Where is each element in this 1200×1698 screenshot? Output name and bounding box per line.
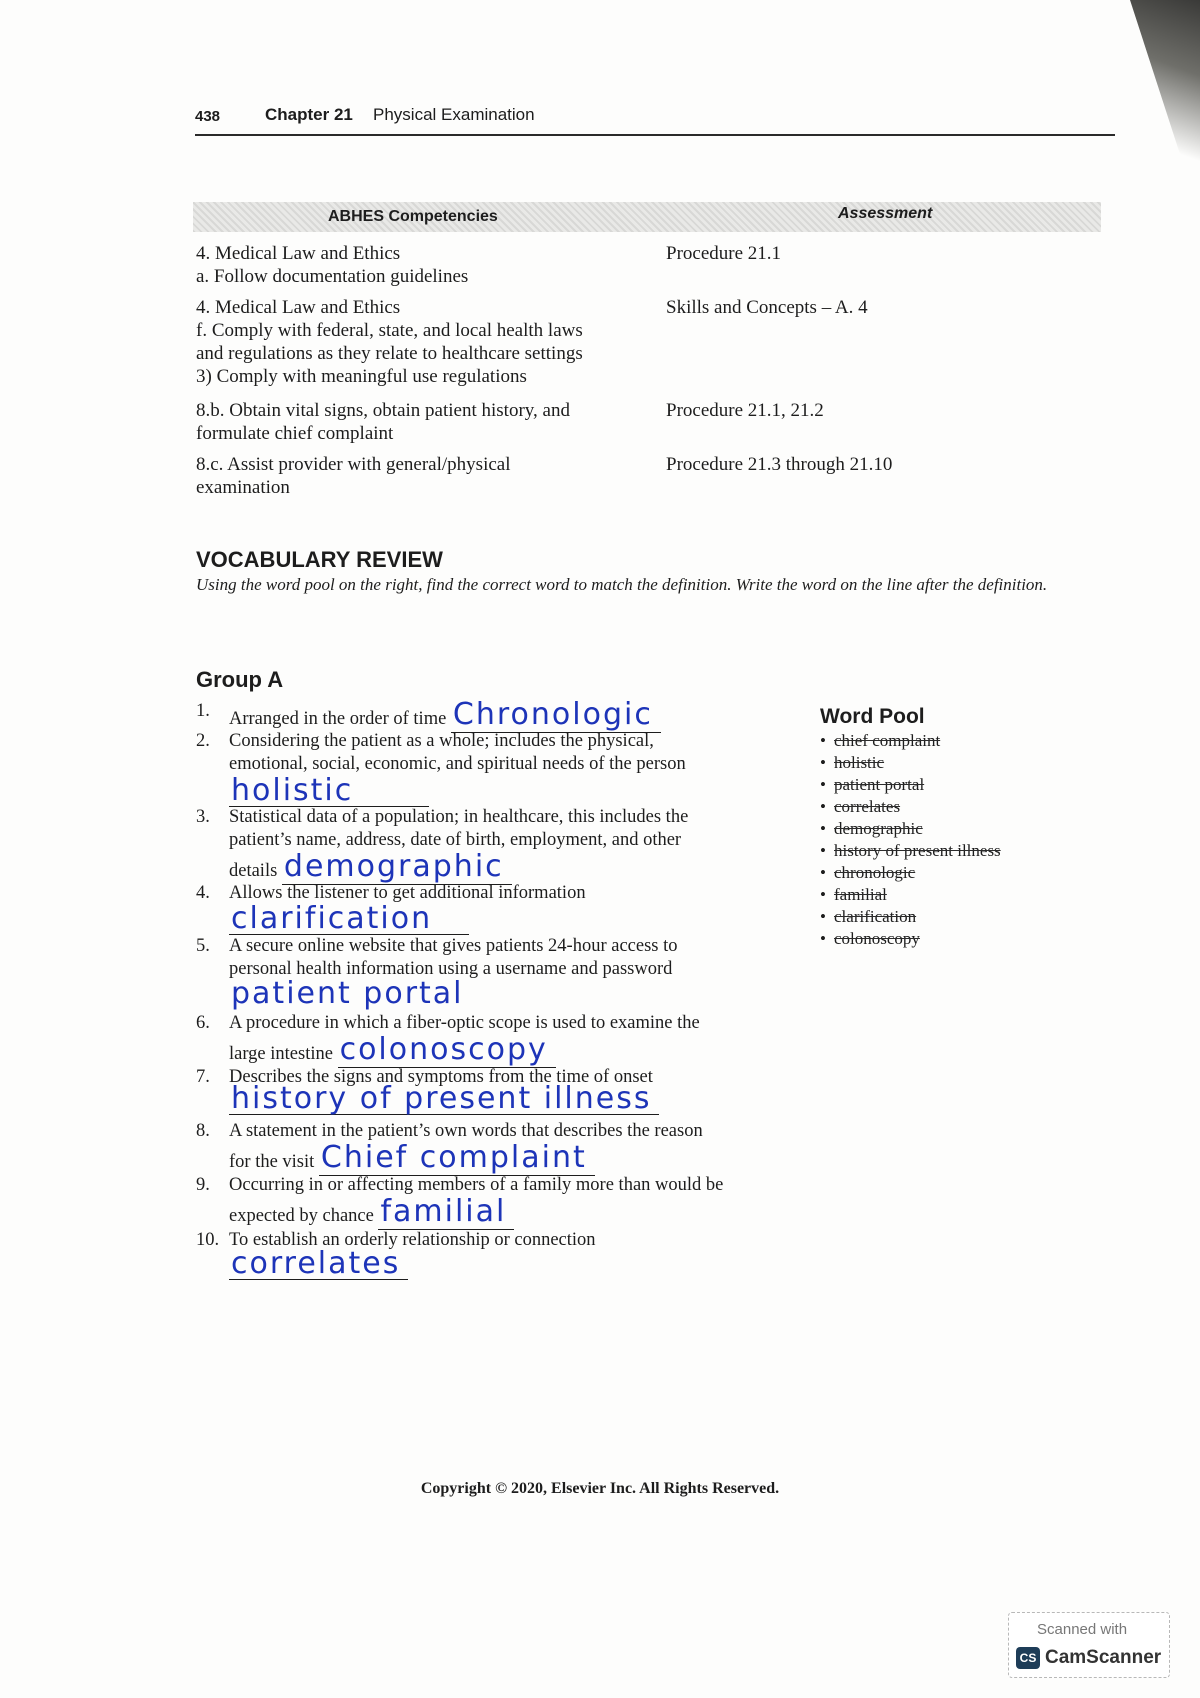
vocabulary-title: VOCABULARY REVIEW [196, 547, 443, 572]
item-definition: To establish an orderly relationship or connection [229, 1230, 596, 1250]
word-pool-item [820, 862, 1001, 884]
handwritten-answer: clarification [229, 904, 469, 935]
definition-line: Arranged in the order of time [229, 709, 447, 729]
definition-line-end: for the visit [229, 1152, 315, 1172]
handwritten-answer: demographic [282, 849, 512, 885]
page-number: 438 [195, 108, 221, 125]
definition-line: patient’s name, address, date of birth, employment, and other [229, 830, 682, 850]
competency-line: 4. Medical Law and Ethics [196, 297, 401, 318]
competency-cell [196, 453, 626, 499]
handwritten-answer: holistic [229, 776, 429, 807]
definition-line: A secure online website that gives patients 24-hour access to [229, 936, 678, 956]
competency-cell [196, 399, 626, 445]
competencies-column-header: ABHES Competencies [328, 208, 498, 225]
definition-line-end: expected by chance [229, 1206, 374, 1226]
item-number: 3. [196, 807, 210, 827]
item-definition: Describes the signs and symptoms from the time of onset [229, 1067, 653, 1087]
word-pool-item [820, 774, 1001, 796]
definition-line: A statement in the patient’s own words that describes the reason [229, 1121, 703, 1141]
bullet-icon: • [820, 819, 826, 838]
definition-line [229, 1140, 789, 1175]
item-number: 1. [196, 701, 210, 721]
vocabulary-instructions: Using the word pool on the right, find the correct word to match the definition. Write the word on the line after the definition. [196, 575, 1048, 594]
item-definition [229, 697, 789, 732]
assessment-cell: Procedure 21.1, 21.2 [666, 400, 824, 421]
competency-cell [196, 242, 626, 288]
bullet-icon: • [820, 885, 826, 904]
word-pool-word: correlates [834, 797, 901, 816]
handwritten-answer: history of present illness [229, 1084, 659, 1115]
bullet-icon: • [820, 929, 826, 948]
item-definition [229, 806, 789, 883]
competency-line: 4. Medical Law and Ethics [196, 243, 401, 264]
definition-line-end: large intestine [229, 1044, 333, 1064]
page-header [195, 104, 1115, 136]
definition-line: Considering the patient as a whole; includes the physical, [229, 731, 654, 751]
word-pool-word: familial [834, 885, 887, 904]
competency-cell [196, 296, 626, 388]
item-number: 2. [196, 731, 210, 751]
definition-line: personal health information using a username and password [229, 959, 673, 979]
bullet-icon: • [820, 775, 826, 794]
competency-line: formulate chief complaint [196, 423, 394, 444]
word-pool-item [820, 884, 1001, 906]
competency-line: examination [196, 477, 290, 498]
definition-line [229, 1032, 789, 1067]
word-pool-item [820, 818, 1001, 840]
handwritten-answer: colonoscopy [338, 1032, 556, 1068]
chapter-title: Physical Examination [373, 105, 535, 124]
word-pool-item [820, 730, 1001, 752]
handwritten-answer: Chronologic [451, 697, 661, 733]
word-pool-item [820, 928, 1001, 950]
item-number: 9. [196, 1175, 210, 1195]
word-pool-word: clarification [834, 907, 917, 926]
definition-line-end: details [229, 861, 278, 881]
competency-line: 3) Comply with meaningful use regulations [196, 366, 527, 387]
copyright-notice: Copyright © 2020, Elsevier Inc. All Rights Reserved. [420, 1480, 780, 1497]
item-number: 8. [196, 1121, 210, 1141]
assessment-cell: Skills and Concepts – A. 4 [666, 297, 868, 318]
definition-line: Statistical data of a population; in healthcare, this includes the [229, 807, 689, 827]
competency-line: f. Comply with federal, state, and local health laws [196, 320, 583, 341]
word-pool-item [820, 840, 1001, 862]
item-definition [229, 730, 789, 776]
word-pool-word: chief complaint [834, 731, 941, 750]
item-number: 4. [196, 883, 210, 903]
word-pool-list [820, 730, 1001, 950]
group-title: Group A [196, 667, 284, 692]
page-corner-shadow [1130, 0, 1200, 190]
item-number: 6. [196, 1013, 210, 1033]
competency-line: 8.b. Obtain vital signs, obtain patient history, and [196, 400, 570, 421]
camscanner-watermark [1008, 1612, 1170, 1678]
competency-line: a. Follow documentation guidelines [196, 266, 469, 287]
definition-line [229, 849, 789, 884]
handwritten-answer: familial [378, 1194, 514, 1230]
chapter-label: Chapter 21 [265, 105, 353, 124]
definition-line [229, 1194, 789, 1229]
word-pool-item [820, 752, 1001, 774]
word-pool-item [820, 796, 1001, 818]
bullet-icon: • [820, 753, 826, 772]
item-number: 10. [196, 1230, 220, 1250]
camscanner-logo-icon: CS [1016, 1647, 1040, 1669]
word-pool-word: history of present illness [834, 841, 1001, 860]
handwritten-answer: correlates [229, 1249, 408, 1280]
bullet-icon: • [820, 907, 826, 926]
watermark-brand: CamScanner [1045, 1647, 1162, 1668]
word-pool-item [820, 906, 1001, 928]
assessment-cell: Procedure 21.3 through 21.10 [666, 454, 893, 475]
word-pool-word: chronologic [834, 863, 916, 882]
bullet-icon: • [820, 841, 826, 860]
definition-line: emotional, social, economic, and spiritual needs of the person [229, 754, 686, 774]
item-number: 5. [196, 936, 210, 956]
bullet-icon: • [820, 797, 826, 816]
item-definition [229, 1120, 789, 1174]
item-definition [229, 935, 789, 981]
definition-line: Occurring in or affecting members of a family more than would be [229, 1175, 724, 1195]
item-definition [229, 1174, 789, 1228]
item-definition [229, 1012, 789, 1066]
word-pool-word: demographic [834, 819, 923, 838]
item-number: 7. [196, 1067, 210, 1087]
word-pool-word: patient portal [834, 775, 925, 794]
assessment-column-header: Assessment [838, 205, 933, 222]
item-definition: Allows the listener to get additional information [229, 883, 586, 903]
competencies-table-header [193, 202, 1101, 232]
assessment-cell: Procedure 21.1 [666, 243, 782, 264]
word-pool-word: holistic [834, 753, 885, 772]
bullet-icon: • [820, 863, 826, 882]
bullet-icon: • [820, 731, 826, 750]
definition-line: A procedure in which a fiber-optic scope is used to examine the [229, 1013, 700, 1033]
handwritten-answer: patient portal [231, 976, 464, 1011]
handwritten-answer: Chief complaint [319, 1140, 595, 1176]
competency-line: 8.c. Assist provider with general/physical [196, 454, 511, 475]
watermark-caption: Scanned with [1037, 1621, 1128, 1638]
word-pool-title: Word Pool [820, 705, 925, 728]
word-pool-word: colonoscopy [834, 929, 920, 948]
competency-line: and regulations as they relate to healthcare settings [196, 343, 583, 364]
